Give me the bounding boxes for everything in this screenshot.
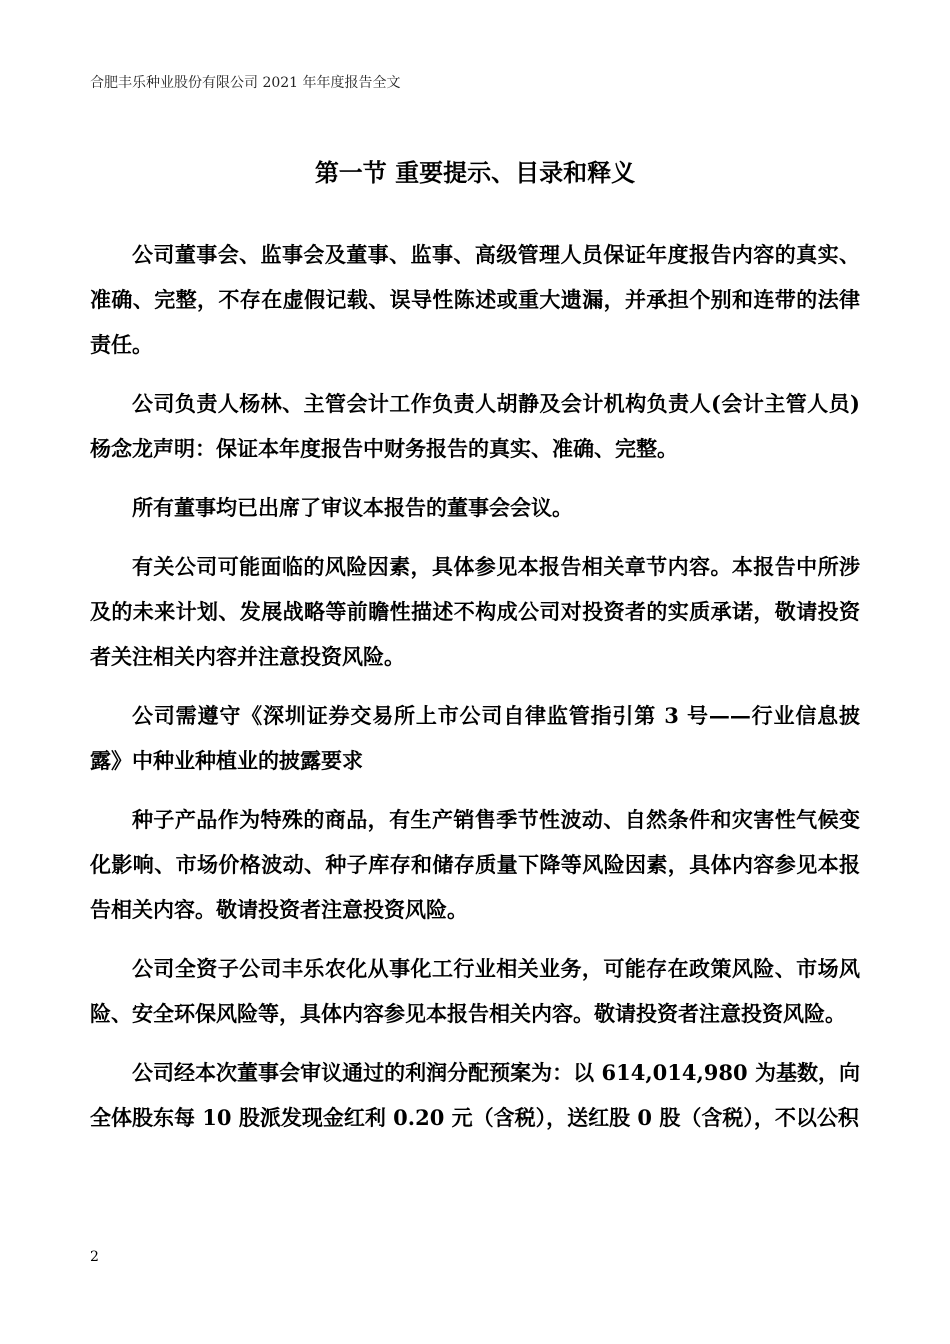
document-body	[90, 232, 860, 1154]
paragraph-disclosure-guideline: 公司需遵守《深圳证券交易所上市公司自律监管指引第 3 号——行业信息披露》中种业种植业的披露要求	[90, 703, 860, 773]
paragraph-profit-distribution: 公司经本次董事会审议通过的利润分配预案为：以 614,014,980 为基数，向全体股东每 10 股派发现金红利 0.20 元（含税），送红股 0 股（含税），不以公积	[90, 1060, 860, 1130]
paragraph-subsidiary-risk: 公司全资子公司丰乐农化从事化工行业相关业务，可能存在政策风险、市场风险、安全环保风险等，具体内容参见本报告相关内容。敬请投资者注意投资风险。	[90, 956, 860, 1026]
paragraph-seed-risk: 种子产品作为特殊的商品，有生产销售季节性波动、自然条件和灾害性气候变化影响、市场价格波动、种子库存和储存质量下降等风险因素，具体内容参见本报告相关内容。敬请投资者注意投资风险。	[90, 807, 860, 922]
section-title: 第一节 重要提示、目录和释义	[314, 158, 636, 187]
paragraph-financial-statement: 公司负责人杨林、主管会计工作负责人胡静及会计机构负责人(会计主管人员)杨念龙声明：保证本年度报告中财务报告的真实、准确、完整。	[90, 391, 860, 461]
report-header: 合肥丰乐种业股份有限公司 2021 年年度报告全文	[90, 75, 401, 91]
page-number: 2	[90, 1249, 99, 1265]
paragraph-attendance: 所有董事均已出席了审议本报告的董事会会议。	[132, 495, 573, 520]
paragraph-risk-factors: 有关公司可能面临的风险因素，具体参见本报告相关章节内容。本报告中所涉及的未来计划、发展战略等前瞻性描述不构成公司对投资者的实质承诺，敬请投资者关注相关内容并注意投资风险。	[90, 554, 860, 669]
paragraph-responsibility: 公司董事会、监事会及董事、监事、高级管理人员保证年度报告内容的真实、准确、完整，不存在虚假记载、误导性陈述或重大遗漏，并承担个别和连带的法律责任。	[90, 242, 860, 357]
